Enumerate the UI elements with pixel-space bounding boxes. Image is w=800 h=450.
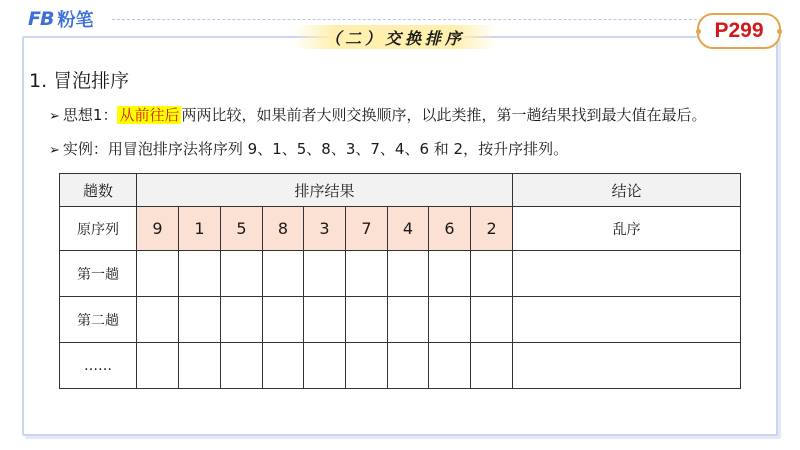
row-label: 第二趟: [60, 297, 137, 343]
empty-cell: [221, 297, 263, 343]
page-heading: 1. 冒泡排序: [29, 70, 130, 92]
table-header-row: [60, 174, 741, 207]
empty-cell: [346, 343, 388, 389]
brand-mark: FB: [28, 8, 54, 30]
empty-cell: [346, 297, 388, 343]
brand-logo: [28, 8, 93, 30]
value-cell: 1: [179, 207, 221, 251]
example-text: 实例：用冒泡排序法将序列 9、1、5、8、3、7、4、6 和 2，按升序排列。: [62, 140, 569, 158]
empty-cell: [388, 297, 429, 343]
value-cell: 8: [263, 207, 304, 251]
empty-cell: [346, 251, 388, 297]
arrow-bullet-icon: ➢: [49, 143, 60, 158]
badge-dot-right: [777, 29, 782, 34]
empty-cell: [429, 297, 471, 343]
idea-prefix: 思想1：: [62, 106, 118, 124]
value-cell: 9: [137, 207, 179, 251]
empty-cell: [221, 251, 263, 297]
empty-cell: [304, 343, 346, 389]
empty-cell: [221, 343, 263, 389]
row-label: 第一趟: [60, 251, 137, 297]
brand-name: 粉笔: [57, 10, 94, 31]
header-conclusion: 结论: [513, 174, 741, 207]
row-label: 原序列: [60, 207, 137, 251]
empty-cell: [429, 343, 471, 389]
empty-cell: [179, 297, 221, 343]
row-label: ……: [60, 343, 137, 389]
empty-cell: [263, 343, 304, 389]
empty-cell: [429, 251, 471, 297]
conclusion-cell: 乱序: [513, 207, 741, 251]
table-row-pass: [60, 251, 741, 297]
page-badge: [697, 13, 781, 49]
conclusion-cell: [513, 343, 741, 389]
conclusion-cell: [513, 297, 741, 343]
value-cell: 4: [388, 207, 429, 251]
value-cell: 2: [471, 207, 513, 251]
empty-cell: [263, 297, 304, 343]
value-cell: 5: [221, 207, 263, 251]
sort-table: [59, 173, 741, 389]
empty-cell: [137, 297, 179, 343]
page-badge-label: P299: [714, 19, 764, 42]
empty-cell: [179, 343, 221, 389]
idea-highlight: 从前往后: [119, 106, 180, 124]
empty-cell: [388, 251, 429, 297]
value-cell: 3: [304, 207, 346, 251]
empty-cell: [471, 297, 513, 343]
arrow-bullet-icon: ➢: [49, 109, 60, 124]
empty-cell: [471, 343, 513, 389]
table-row-pass: [60, 343, 741, 389]
empty-cell: [304, 251, 346, 297]
header-result: 排序结果: [137, 174, 513, 207]
empty-cell: [304, 297, 346, 343]
empty-cell: [263, 251, 304, 297]
table-row-pass: [60, 297, 741, 343]
header-pass: 趟数: [60, 174, 137, 207]
value-cell: 6: [429, 207, 471, 251]
empty-cell: [388, 343, 429, 389]
empty-cell: [137, 251, 179, 297]
table-row-original: [60, 207, 741, 251]
empty-cell: [137, 343, 179, 389]
example-bullet: [49, 138, 568, 159]
empty-cell: [179, 251, 221, 297]
badge-dot-left: [696, 29, 701, 34]
value-cell: 7: [346, 207, 388, 251]
empty-cell: [471, 251, 513, 297]
idea-bullet: [49, 104, 706, 125]
conclusion-cell: [513, 251, 741, 297]
header-divider: [112, 19, 752, 20]
section-title: （二）交换排序: [293, 25, 497, 49]
idea-rest: 两两比较，如果前者大则交换顺序，以此类推，第一趟结果找到最大值在最后。: [181, 106, 707, 124]
